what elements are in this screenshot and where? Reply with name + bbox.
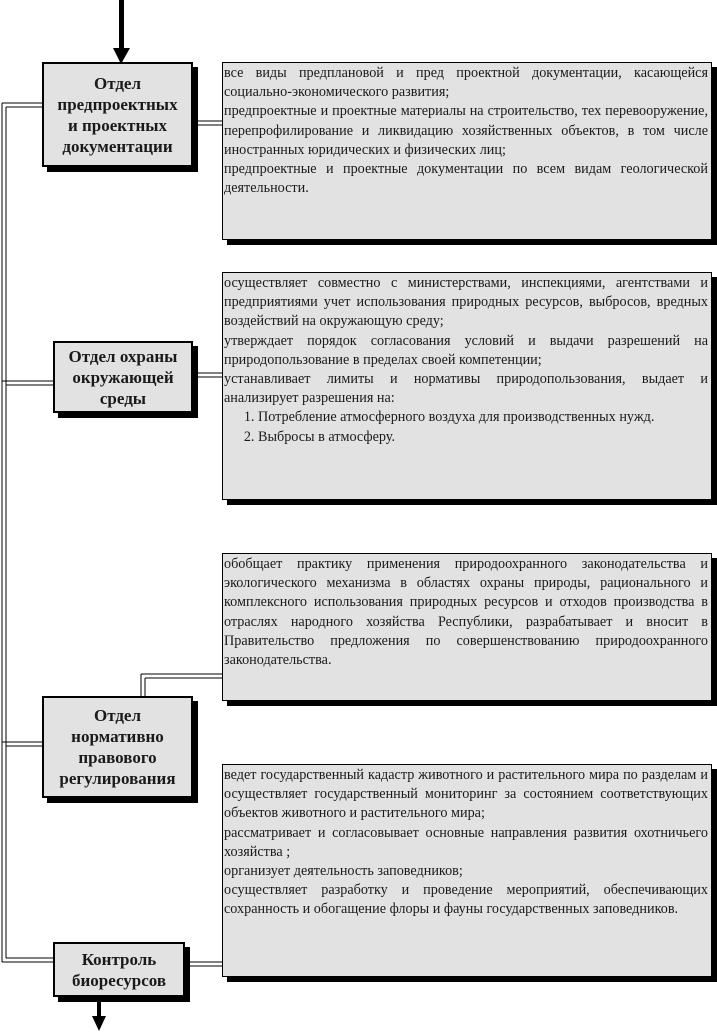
top-arrow <box>113 0 130 64</box>
desc-environment-protection <box>222 272 712 500</box>
dept-bioresources-control: Контроль биоресурсов <box>53 942 185 997</box>
desc-paragraph: осуществляет разработку и проведение мероприятий, обеспечивающих сохранность и обогащение флоры и фауны государственных заповедников. <box>224 882 708 918</box>
permit-list <box>224 408 708 446</box>
desc-paragraph: утверждает порядок согласования условий и выдачи разрешений на природопользование в пределах своей компетенции; <box>224 332 708 368</box>
desc-paragraph: предпроектные и проектные документации по всем видам геологической деятельности. <box>224 161 708 197</box>
desc-normative-regulation <box>222 553 712 701</box>
desc-paragraph: осуществляет совместно с министерствами, инспекциями, агентствами и предприятиями учет использования природных ресурсов, выбросов, вредных воздействий на окружающую среду; <box>224 275 708 330</box>
desc-paragraph: рассматривает и согласовывает основные направления развития охотничьего хозяйства ; <box>224 824 708 860</box>
desc-paragraph: организует деятельность заповедников; <box>224 863 463 880</box>
desc-paragraph: предпроектные и проектные материалы на строительство, тех перевооружение, перепрофилирование и ликвидацию хозяйственных объектов, в том числе иностранных юридических и физических лиц; <box>224 103 708 158</box>
list-item: 2. Выбросы в атмосферу. <box>258 428 708 447</box>
dept-environment-protection: Отдел охраны окружающей среды <box>53 341 193 413</box>
desc-paragraph: устанавливает лимиты и нормативы природопользования, выдает и анализирует разрешения на: <box>224 371 708 407</box>
dept-normative-regulation: Отдел нормативно правового регулирования <box>42 696 193 798</box>
desc-bioresources-control <box>222 764 712 977</box>
desc-paragraph: ведет государственный кадастр животного и растительного мира по разделам и осуществляет государственный мониторинг за состоянием соответствующих объектов животного и растительного мира; <box>224 767 708 822</box>
dept-predproject: Отдел предпроектных и проектных документации <box>42 62 193 167</box>
desc-paragraph: все виды предплановой и пред проектной документации, касающейся социально-экономического развития; <box>224 65 708 101</box>
bottom-arrow <box>92 997 106 1031</box>
desc-paragraph: обобщает практику применения природоохранного законодательства и экологического механизма в областях охраны природы, рационального и комплексного использования природных ресурсов и отходов производства в отраслях народного хозяйства Республики, разрабатывает и вносит в Правительство предложения по совершенствованию природоохранного законодательства. <box>224 556 708 669</box>
desc-predproject <box>222 62 712 240</box>
list-item: 1. Потребление атмосферного воздуха для производственных нужд. <box>258 408 708 427</box>
